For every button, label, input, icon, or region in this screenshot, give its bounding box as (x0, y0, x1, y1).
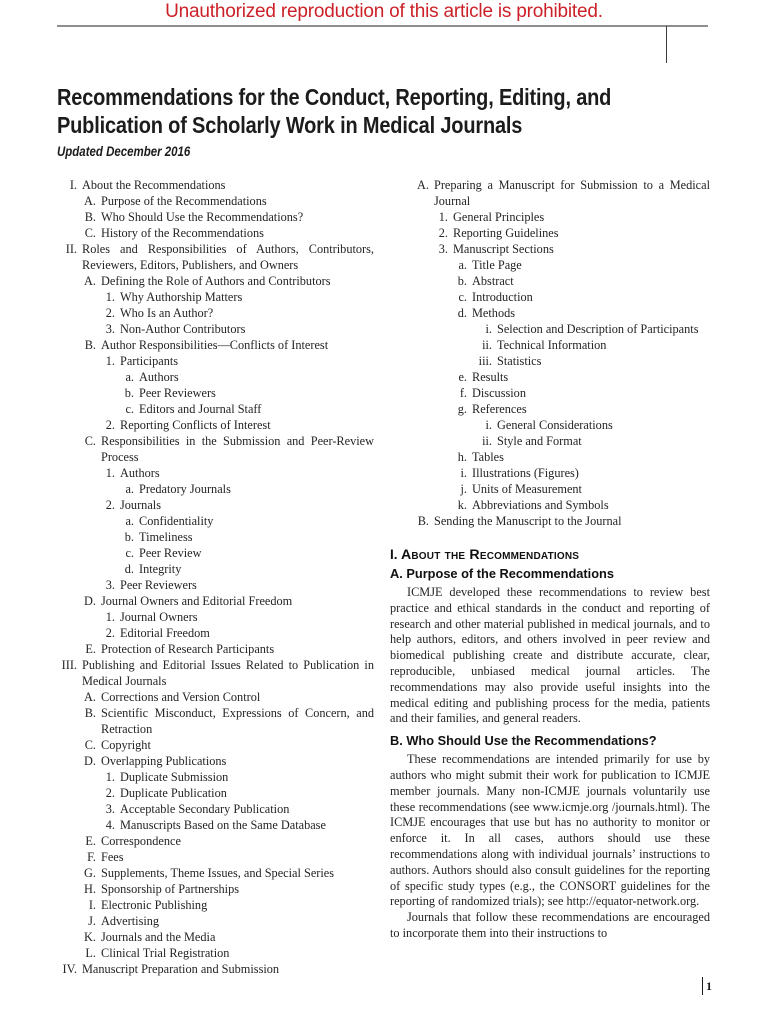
toc-entry-number: H. (84, 882, 96, 896)
toc-entry-label: Participants (120, 354, 179, 368)
toc-entry-label: Sending the Manuscript to the Journal (434, 514, 622, 528)
toc-entry-label: Title Page (472, 258, 522, 272)
toc-entry (390, 401, 710, 417)
updated-date: Updated December 2016 (57, 144, 191, 160)
toc-entry-label: Results (472, 370, 509, 384)
toc-column-right (390, 177, 710, 529)
toc-entry (57, 833, 374, 849)
toc-entry-number: 2. (438, 226, 448, 240)
toc-entry-label: Authors (139, 370, 179, 384)
toc-entry (57, 881, 374, 897)
toc-entry-label: Statistics (497, 354, 542, 368)
copyright-warning-banner: Unauthorized reproduction of this article is prohibited. (165, 1, 603, 22)
toc-entry-label: Manuscript Preparation and Submission (82, 962, 280, 976)
toc-entry-label: Fees (101, 850, 124, 864)
toc-entry-number: B. (84, 338, 96, 352)
toc-entry (390, 289, 710, 305)
toc-entry-label: Methods (472, 306, 516, 320)
toc-entry (390, 353, 710, 369)
toc-entry-label: Selection and Description of Participants (497, 322, 699, 336)
toc-entry-number: iii. (478, 354, 492, 368)
toc-entry-label: Who Is an Author? (120, 306, 214, 320)
section-title: About the Recommendations (400, 547, 580, 563)
toc-entry (390, 513, 710, 529)
toc-entry-label: Why Authorship Matters (120, 290, 243, 304)
toc-entry (390, 177, 710, 209)
toc-entry (57, 897, 374, 913)
toc-entry (390, 305, 710, 321)
toc-entry-label: Publishing and Editorial Issues Related to Publication in Medical Journals (82, 658, 374, 688)
toc-entry-number: c. (125, 402, 134, 416)
toc-entry-label: Electronic Publishing (101, 898, 208, 912)
toc-entry (57, 641, 374, 657)
toc-entry (57, 609, 374, 625)
toc-entry-number: II. (65, 242, 77, 256)
page-title: Recommendations for the Conduct, Reporting, Editing, and Publication of Scholarly Work in Medical Journals (57, 84, 612, 139)
toc-entry-label: Reporting Conflicts of Interest (120, 418, 271, 432)
toc-entry (57, 433, 374, 465)
toc-entry (57, 785, 374, 801)
toc-entry (57, 177, 374, 193)
toc-entry (57, 769, 374, 785)
toc-entry-label: Technical Information (497, 338, 607, 352)
toc-entry-number: a. (458, 258, 467, 272)
toc-entry (57, 529, 374, 545)
toc-entry (57, 369, 374, 385)
subsection-a-paragraph: ICMJE developed these recommendations to review best practice and ethical standards in the conduct and reporting of research and other material published in medical journals, and to help authors, editors, and others involved in peer review and biomedical publishing create and distribute accurate, clear, reproducible, unbiased medical journal articles. The recommendations may also provide useful insights into the medical editing and publishing process for the media, patients and their families, and general readers. (390, 585, 710, 726)
subsection-b-heading: B. Who Should Use the Recommendations? (390, 733, 657, 749)
toc-entry (57, 417, 374, 433)
toc-entry-label: General Considerations (497, 418, 613, 432)
toc-entry-number: J. (88, 914, 96, 928)
toc-entry (57, 481, 374, 497)
toc-entry (57, 577, 374, 593)
toc-entry-label: Peer Review (139, 546, 202, 560)
toc-entry-label: Reporting Guidelines (453, 226, 559, 240)
toc-entry-label: Defining the Role of Authors and Contributors (101, 274, 331, 288)
toc-entry-label: Discussion (472, 386, 526, 400)
toc-entry-label: Supplements, Theme Issues, and Special Series (101, 866, 335, 880)
toc-entry-number: K. (84, 930, 96, 944)
toc-entry-number: D. (84, 594, 96, 608)
toc-entry (57, 849, 374, 865)
toc-entry-label: Manuscript Sections (453, 242, 554, 256)
toc-entry (390, 337, 710, 353)
toc-entry-label: Journals and the Media (101, 930, 216, 944)
toc-entry-number: e. (458, 370, 467, 384)
toc-entry-number: c. (125, 546, 134, 560)
toc-entry-number: j. (460, 482, 467, 496)
toc-entry-label: History of the Recommendations (101, 226, 264, 240)
toc-entry (390, 225, 710, 241)
toc-entry-number: B. (417, 514, 429, 528)
toc-entry (57, 337, 374, 353)
toc-entry (57, 321, 374, 337)
toc-entry-label: Editorial Freedom (120, 626, 210, 640)
toc-entry-number: A. (84, 274, 96, 288)
toc-entry-number: 2. (105, 498, 115, 512)
toc-entry-label: Peer Reviewers (120, 578, 197, 592)
toc-entry-number: I. (69, 178, 77, 192)
toc-entry (57, 273, 374, 289)
toc-entry-number: i. (460, 466, 467, 480)
toc-entry-number: i. (485, 418, 492, 432)
toc-entry-label: Authors (120, 466, 160, 480)
toc-entry-number: 3. (105, 578, 115, 592)
toc-entry-number: A. (84, 690, 96, 704)
toc-entry (57, 289, 374, 305)
toc-entry-label: Roles and Responsibilities of Authors, Contributors, Reviewers, Editors, Publishers, and Owners (82, 242, 374, 272)
toc-entry-number: a. (125, 482, 134, 496)
toc-entry (390, 481, 710, 497)
toc-entry-label: Journal Owners and Editorial Freedom (101, 594, 293, 608)
toc-entry-number: 1. (105, 466, 115, 480)
toc-entry (57, 817, 374, 833)
toc-entry-label: About the Recommendations (82, 178, 226, 192)
subsection-a-heading: A. Purpose of the Recommendations (390, 566, 614, 581)
toc-entry-number: 1. (105, 290, 115, 304)
toc-entry-label: Journals (120, 498, 161, 512)
toc-entry (57, 401, 374, 417)
toc-entry-number: g. (457, 402, 467, 416)
toc-entry (390, 257, 710, 273)
toc-entry (390, 209, 710, 225)
toc-entry-number: 3. (105, 322, 115, 336)
toc-entry-label: Sponsorship of Partnerships (101, 882, 239, 896)
toc-entry-label: Purpose of the Recommendations (101, 194, 267, 208)
toc-entry (57, 689, 374, 705)
toc-entry-label: General Principles (453, 210, 545, 224)
toc-entry (57, 305, 374, 321)
toc-entry-number: 2. (105, 786, 115, 800)
toc-entry (390, 385, 710, 401)
toc-entry (57, 497, 374, 513)
toc-entry-label: Confidentiality (139, 514, 214, 528)
toc-column-left (57, 177, 374, 977)
toc-entry-number: k. (457, 498, 467, 512)
toc-entry-number: 4. (105, 818, 115, 832)
toc-entry (390, 273, 710, 289)
toc-entry-number: 2. (105, 418, 115, 432)
toc-entry-number: A. (84, 194, 96, 208)
toc-entry-label: Corrections and Version Control (101, 690, 261, 704)
toc-entry-number: ii. (482, 338, 492, 352)
toc-entry-number: E. (85, 642, 96, 656)
toc-entry (390, 321, 710, 337)
toc-entry (390, 497, 710, 513)
toc-entry-label: Illustrations (Figures) (472, 466, 579, 480)
toc-entry (390, 433, 710, 449)
toc-entry-number: b. (124, 386, 134, 400)
toc-entry (390, 465, 710, 481)
toc-entry-label: Protection of Research Participants (101, 642, 275, 656)
toc-entry (390, 417, 710, 433)
toc-entry (57, 545, 374, 561)
toc-entry-label: Tables (472, 450, 504, 464)
toc-entry-number: IV. (62, 962, 77, 976)
toc-entry-label: Non-Author Contributors (120, 322, 246, 336)
toc-entry-label: Scientific Misconduct, Expressions of Concern, and Retraction (101, 706, 374, 736)
section-number: I. (390, 547, 398, 562)
toc-entry-label: Editors and Journal Staff (139, 402, 262, 416)
toc-entry-number: 1. (438, 210, 448, 224)
toc-entry-number: D. (84, 754, 96, 768)
toc-entry (57, 353, 374, 369)
toc-entry (57, 961, 374, 977)
toc-entry (57, 865, 374, 881)
toc-entry-number: c. (458, 290, 467, 304)
toc-entry-number: 1. (105, 354, 115, 368)
toc-entry-number: ii. (482, 434, 492, 448)
toc-entry-label: Clinical Trial Registration (101, 946, 230, 960)
toc-entry-label: Who Should Use the Recommendations? (101, 210, 304, 224)
toc-entry-label: Overlapping Publications (101, 754, 227, 768)
column-tick-line (666, 26, 667, 63)
page-number: 1 (702, 977, 712, 995)
toc-entry (57, 625, 374, 641)
toc-entry (57, 657, 374, 689)
toc-entry (57, 513, 374, 529)
subsection-b-paragraph-1: These recommendations are intended primarily for use by authors who might submit their work for publication to ICMJE member journals. Many non-ICMJE journals voluntarily use these recommendations (see www.icmje.org /journals.html). The ICMJE encourages that use but has no authority to monitor or enforce it. In all cases, authors should use these recommendations along with individual journals’ instructions to authors. Authors should also consult guidelines for the reporting of specific study types (e.g., the CONSORT guidelines for the reporting of randomized trials); see http://equator-network.org. (390, 752, 710, 909)
toc-entry (57, 945, 374, 961)
content-column-right (390, 177, 710, 942)
toc-entry (390, 369, 710, 385)
article-header (57, 83, 652, 159)
toc-entry-number: h. (457, 450, 467, 464)
toc-entry-label: Introduction (472, 290, 533, 304)
toc-entry-number: 1. (105, 770, 115, 784)
section-heading (390, 546, 710, 564)
toc-entry-label: Author Responsibilities—Conflicts of Interest (101, 338, 329, 352)
toc-entry-number: C. (84, 738, 96, 752)
toc-entry (57, 193, 374, 209)
toc-entry-number: 3. (105, 802, 115, 816)
toc-entry-label: Advertising (101, 914, 160, 928)
toc-entry-number: 1. (105, 610, 115, 624)
toc-entry-label: Predatory Journals (139, 482, 231, 496)
toc-entry-label: Responsibilities in the Submission and Peer-Review Process (101, 434, 374, 464)
toc-entry-number: 3. (438, 242, 448, 256)
toc-entry-number: F. (87, 850, 96, 864)
toc-entry-number: I. (88, 898, 96, 912)
toc-entry-number: d. (124, 562, 134, 576)
toc-entry (57, 753, 374, 769)
toc-entry-number: G. (84, 866, 96, 880)
toc-entry (57, 209, 374, 225)
toc-entry-label: Duplicate Submission (120, 770, 229, 784)
toc-entry-number: a. (125, 514, 134, 528)
toc-entry-number: f. (459, 386, 467, 400)
toc-entry-number: A. (417, 178, 429, 192)
toc-entry-number: E. (85, 834, 96, 848)
header-divider-line (57, 25, 708, 27)
toc-entry (390, 449, 710, 465)
toc-entry (57, 465, 374, 481)
toc-entry (390, 241, 710, 257)
toc-entry-number: B. (84, 210, 96, 224)
toc-entry-number: C. (84, 434, 96, 448)
toc-entry-number: B. (84, 706, 96, 720)
toc-entry-label: Integrity (139, 562, 182, 576)
toc-entry-number: III. (61, 658, 77, 672)
toc-entry-label: Peer Reviewers (139, 386, 216, 400)
toc-entry-label: References (472, 402, 527, 416)
toc-entry-number: i. (485, 322, 492, 336)
toc-entry-label: Correspondence (101, 834, 181, 848)
toc-entry-label: Abstract (472, 274, 514, 288)
toc-entry-label: Abbreviations and Symbols (472, 498, 609, 512)
toc-entry-label: Preparing a Manuscript for Submission to a Medical Journal (434, 178, 710, 208)
toc-entry-number: a. (125, 370, 134, 384)
toc-entry (57, 225, 374, 241)
toc-entry-number: b. (457, 274, 467, 288)
toc-entry-label: Units of Measurement (472, 482, 582, 496)
toc-entry-label: Timeliness (139, 530, 193, 544)
toc-entry-label: Style and Format (497, 434, 582, 448)
toc-entry (57, 385, 374, 401)
toc-entry-label: Acceptable Secondary Publication (120, 802, 290, 816)
toc-entry (57, 737, 374, 753)
toc-entry-label: Copyright (101, 738, 151, 752)
toc-entry-label: Journal Owners (120, 610, 198, 624)
toc-entry-number: L. (85, 946, 96, 960)
toc-entry (57, 241, 374, 273)
toc-entry-number: 2. (105, 626, 115, 640)
toc-entry-number: d. (457, 306, 467, 320)
toc-entry-number: C. (84, 226, 96, 240)
toc-entry-number: b. (124, 530, 134, 544)
subsection-b-paragraph-2: Journals that follow these recommendations are encouraged to incorporate them into their instructions to (390, 910, 710, 940)
toc-entry-number: 2. (105, 306, 115, 320)
toc-entry (57, 801, 374, 817)
toc-entry (57, 593, 374, 609)
toc-entry (57, 561, 374, 577)
toc-entry (57, 705, 374, 737)
toc-entry-label: Manuscripts Based on the Same Database (120, 818, 326, 832)
toc-entry (57, 929, 374, 945)
toc-entry-label: Duplicate Publication (120, 786, 227, 800)
toc-entry (57, 913, 374, 929)
